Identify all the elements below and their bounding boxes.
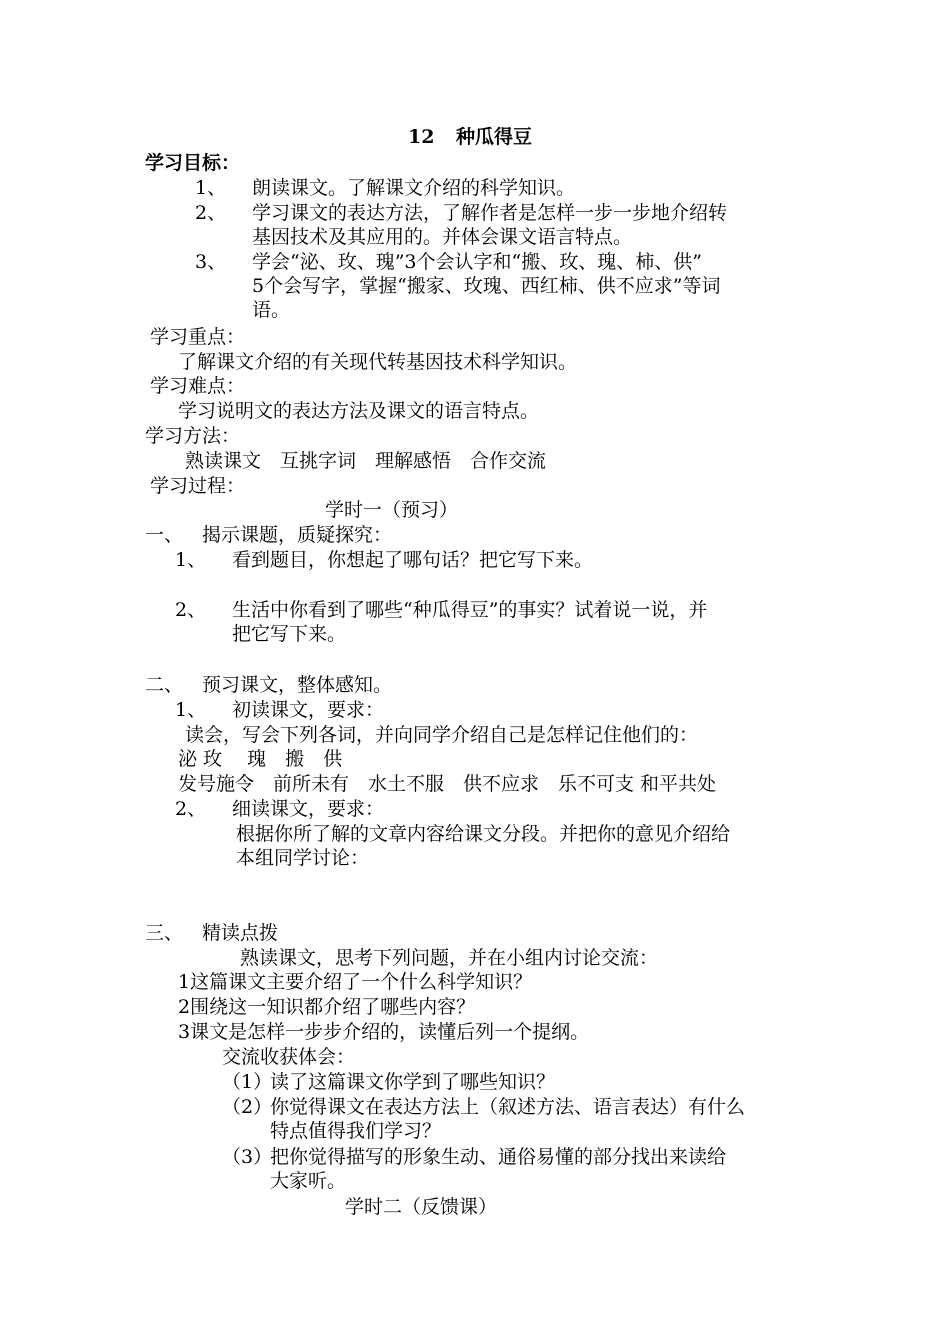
goal-number: 1、	[195, 177, 227, 199]
session-two-heading: 学时二（反馈课）	[345, 1196, 498, 1218]
question-number: 1、	[175, 549, 207, 571]
session-one-heading: 学时一（预习）	[325, 499, 459, 521]
lesson-title: 种瓜得豆	[456, 126, 533, 148]
point-text: 特点值得我们学习？	[270, 1120, 442, 1142]
question-number: 2、	[175, 599, 207, 621]
lesson-number: 12	[408, 126, 435, 148]
goal-text: 语。	[252, 299, 291, 321]
goal-text: 学会“泌、玫、瑰”3个会认字和“搬、玫、瑰、柿、供”	[252, 251, 702, 273]
process-heading: 学习过程：	[150, 475, 246, 497]
task-text: 细读课文，要求：	[232, 798, 385, 820]
method-text: 熟读课文 互挑字词 理解感悟 合作交流	[185, 450, 547, 472]
point-number: （1）	[222, 1071, 273, 1093]
question-text: 看到题目，你想起了哪句话？把它写下来。	[232, 549, 594, 571]
point-text: 把你觉得描写的形象生动、通俗易懂的部分找出来读给	[270, 1146, 727, 1168]
read-write-instruction: 读会，写会下列各词，并向同学介绍自己是怎样记住他们的：	[185, 724, 699, 746]
goals-heading: 学习目标：	[145, 152, 241, 174]
exchange-heading: 交流收获体会：	[222, 1046, 356, 1068]
task-number: 1、	[175, 699, 207, 721]
discussion-question: 3课文是怎样一步步介绍的，读懂后列一个提纲。	[178, 1021, 590, 1043]
point-text: 大家听。	[270, 1170, 347, 1192]
task-number: 2、	[175, 798, 207, 820]
goal-text: 5个会写字，掌握“搬家、玫瑰、西红柿、供不应求”等词	[252, 275, 721, 297]
difficulty-text: 学习说明文的表达方法及课文的语言特点。	[178, 400, 540, 422]
question-text: 把它写下来。	[232, 623, 347, 645]
discussion-question: 1这篇课文主要介绍了一个什么科学知识？	[178, 971, 533, 993]
discussion-question: 2围绕这一知识都介绍了哪些内容？	[178, 996, 476, 1018]
goal-number: 3、	[195, 251, 227, 273]
focus-text: 了解课文介绍的有关现代转基因技术科学知识。	[178, 351, 578, 373]
task-text: 初读课文，要求：	[232, 699, 385, 721]
character-list: 泌 玫 瑰 搬 供	[178, 748, 343, 770]
difficulty-heading: 学习难点：	[150, 375, 246, 397]
focus-heading: 学习重点：	[150, 326, 246, 348]
point-text: 你觉得课文在表达方法上（叙述方法、语言表达）有什么	[270, 1096, 746, 1118]
section-heading: 精读点拨	[202, 922, 279, 944]
goal-text: 学习课文的表达方法，了解作者是怎样一步一步地介绍转	[252, 202, 728, 224]
point-number: （3）	[222, 1146, 273, 1168]
section-intro: 熟读课文，思考下列问题，并在小组内讨论交流：	[240, 947, 659, 969]
task-detail: 本组同学讨论：	[236, 847, 370, 869]
method-heading: 学习方法：	[145, 425, 241, 447]
goal-number: 2、	[195, 202, 227, 224]
question-text: 生活中你看到了哪些“种瓜得豆”的事实？试着说一说，并	[232, 599, 708, 621]
section-number: 二、	[145, 674, 184, 696]
point-number: （2）	[222, 1096, 273, 1118]
goal-text: 基因技术及其应用的。并体会课文语言特点。	[252, 226, 633, 248]
word-list: 发号施令 前所未有 水土不服 供不应求 乐不可支 和平共处	[178, 773, 717, 795]
point-text: 读了这篇课文你学到了哪些知识？	[270, 1071, 556, 1093]
section-number: 三、	[145, 922, 184, 944]
section-number: 一、	[145, 524, 184, 546]
section-heading: 揭示课题，质疑探究：	[202, 524, 393, 546]
goal-text: 朗读课文。了解课文介绍的科学知识。	[252, 177, 576, 199]
section-heading: 预习课文，整体感知。	[202, 674, 393, 696]
task-detail: 根据你所了解的文章内容给课文分段。并把你的意见介绍给	[236, 823, 731, 845]
